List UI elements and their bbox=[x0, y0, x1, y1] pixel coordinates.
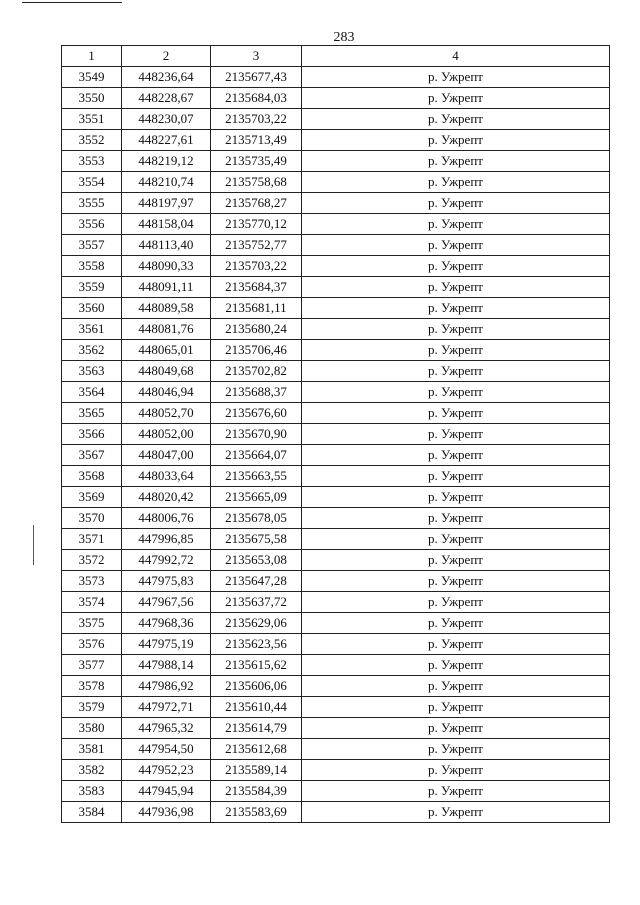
table-row bbox=[62, 676, 610, 697]
cell-object-name: р. Ужрепт bbox=[302, 571, 610, 592]
cell-y-coordinate: 2135768,27 bbox=[211, 193, 302, 214]
cell-x-coordinate: 448228,67 bbox=[122, 88, 211, 109]
page-number: 283 bbox=[333, 30, 355, 45]
cell-y-coordinate: 2135752,77 bbox=[211, 235, 302, 256]
cell-x-coordinate: 448081,76 bbox=[122, 319, 211, 340]
cell-x-coordinate: 447975,83 bbox=[122, 571, 211, 592]
cell-y-coordinate: 2135703,22 bbox=[211, 256, 302, 277]
table-row bbox=[62, 571, 610, 592]
cell-x-coordinate: 447992,72 bbox=[122, 550, 211, 571]
table-row bbox=[62, 193, 610, 214]
cell-object-name: р. Ужрепт bbox=[302, 130, 610, 151]
table-row bbox=[62, 298, 610, 319]
cell-object-name: р. Ужрепт bbox=[302, 256, 610, 277]
cell-y-coordinate: 2135670,90 bbox=[211, 424, 302, 445]
table-row bbox=[62, 214, 610, 235]
cell-object-name: р. Ужрепт bbox=[302, 655, 610, 676]
cell-point-number: 3562 bbox=[62, 340, 122, 361]
table-row bbox=[62, 466, 610, 487]
cell-x-coordinate: 448052,70 bbox=[122, 403, 211, 424]
cell-y-coordinate: 2135637,72 bbox=[211, 592, 302, 613]
cell-point-number: 3568 bbox=[62, 466, 122, 487]
cell-x-coordinate: 447952,23 bbox=[122, 760, 211, 781]
cell-x-coordinate: 448236,64 bbox=[122, 67, 211, 88]
cell-y-coordinate: 2135653,08 bbox=[211, 550, 302, 571]
table-row bbox=[62, 361, 610, 382]
table-row bbox=[62, 151, 610, 172]
margin-mark bbox=[33, 525, 34, 565]
cell-object-name: р. Ужрепт bbox=[302, 88, 610, 109]
cell-point-number: 3582 bbox=[62, 760, 122, 781]
cell-y-coordinate: 2135629,06 bbox=[211, 613, 302, 634]
cell-y-coordinate: 2135665,09 bbox=[211, 487, 302, 508]
cell-x-coordinate: 447968,36 bbox=[122, 613, 211, 634]
cell-point-number: 3549 bbox=[62, 67, 122, 88]
table-row bbox=[62, 172, 610, 193]
table-row bbox=[62, 487, 610, 508]
cell-point-number: 3558 bbox=[62, 256, 122, 277]
cell-point-number: 3557 bbox=[62, 235, 122, 256]
table-row bbox=[62, 109, 610, 130]
table-row bbox=[62, 760, 610, 781]
cell-y-coordinate: 2135713,49 bbox=[211, 130, 302, 151]
table-row bbox=[62, 718, 610, 739]
cell-y-coordinate: 2135684,37 bbox=[211, 277, 302, 298]
cell-object-name: р. Ужрепт bbox=[302, 697, 610, 718]
cell-point-number: 3567 bbox=[62, 445, 122, 466]
cell-x-coordinate: 448052,00 bbox=[122, 424, 211, 445]
header-row bbox=[62, 46, 610, 67]
cell-point-number: 3571 bbox=[62, 529, 122, 550]
cell-x-coordinate: 448230,07 bbox=[122, 109, 211, 130]
table-row bbox=[62, 256, 610, 277]
table-body bbox=[62, 67, 610, 823]
cell-point-number: 3552 bbox=[62, 130, 122, 151]
cell-point-number: 3584 bbox=[62, 802, 122, 823]
cell-point-number: 3576 bbox=[62, 634, 122, 655]
cell-x-coordinate: 447972,71 bbox=[122, 697, 211, 718]
table-row bbox=[62, 529, 610, 550]
cell-object-name: р. Ужрепт bbox=[302, 424, 610, 445]
cell-y-coordinate: 2135706,46 bbox=[211, 340, 302, 361]
cell-x-coordinate: 447945,94 bbox=[122, 781, 211, 802]
table-row bbox=[62, 508, 610, 529]
cell-y-coordinate: 2135664,07 bbox=[211, 445, 302, 466]
cell-x-coordinate: 447965,32 bbox=[122, 718, 211, 739]
header-object-name: 4 bbox=[302, 46, 610, 67]
cell-x-coordinate: 448210,74 bbox=[122, 172, 211, 193]
cell-y-coordinate: 2135584,39 bbox=[211, 781, 302, 802]
cell-point-number: 3559 bbox=[62, 277, 122, 298]
table-row bbox=[62, 634, 610, 655]
cell-point-number: 3566 bbox=[62, 424, 122, 445]
cell-point-number: 3581 bbox=[62, 739, 122, 760]
cell-y-coordinate: 2135675,58 bbox=[211, 529, 302, 550]
cell-x-coordinate: 448158,04 bbox=[122, 214, 211, 235]
cell-y-coordinate: 2135606,06 bbox=[211, 676, 302, 697]
cell-y-coordinate: 2135684,03 bbox=[211, 88, 302, 109]
top-rule bbox=[22, 2, 122, 3]
cell-y-coordinate: 2135614,79 bbox=[211, 718, 302, 739]
cell-object-name: р. Ужрепт bbox=[302, 193, 610, 214]
table-row bbox=[62, 235, 610, 256]
cell-object-name: р. Ужрепт bbox=[302, 361, 610, 382]
cell-y-coordinate: 2135663,55 bbox=[211, 466, 302, 487]
cell-object-name: р. Ужрепт bbox=[302, 466, 610, 487]
cell-point-number: 3573 bbox=[62, 571, 122, 592]
table-row bbox=[62, 67, 610, 88]
table-row bbox=[62, 613, 610, 634]
cell-object-name: р. Ужрепт bbox=[302, 172, 610, 193]
cell-object-name: р. Ужрепт bbox=[302, 214, 610, 235]
cell-y-coordinate: 2135688,37 bbox=[211, 382, 302, 403]
table-row bbox=[62, 802, 610, 823]
cell-y-coordinate: 2135680,24 bbox=[211, 319, 302, 340]
cell-object-name: р. Ужрепт bbox=[302, 235, 610, 256]
cell-object-name: р. Ужрепт bbox=[302, 760, 610, 781]
cell-x-coordinate: 448049,68 bbox=[122, 361, 211, 382]
cell-y-coordinate: 2135610,44 bbox=[211, 697, 302, 718]
cell-point-number: 3555 bbox=[62, 193, 122, 214]
cell-y-coordinate: 2135677,43 bbox=[211, 67, 302, 88]
cell-point-number: 3553 bbox=[62, 151, 122, 172]
cell-point-number: 3556 bbox=[62, 214, 122, 235]
table-row bbox=[62, 697, 610, 718]
cell-object-name: р. Ужрепт bbox=[302, 718, 610, 739]
cell-point-number: 3565 bbox=[62, 403, 122, 424]
table-row bbox=[62, 655, 610, 676]
cell-x-coordinate: 447967,56 bbox=[122, 592, 211, 613]
cell-y-coordinate: 2135676,60 bbox=[211, 403, 302, 424]
cell-point-number: 3569 bbox=[62, 487, 122, 508]
cell-x-coordinate: 448197,97 bbox=[122, 193, 211, 214]
cell-object-name: р. Ужрепт bbox=[302, 550, 610, 571]
table-row bbox=[62, 382, 610, 403]
cell-y-coordinate: 2135681,11 bbox=[211, 298, 302, 319]
table-row bbox=[62, 277, 610, 298]
cell-object-name: р. Ужрепт bbox=[302, 319, 610, 340]
cell-y-coordinate: 2135758,68 bbox=[211, 172, 302, 193]
table-row bbox=[62, 739, 610, 760]
header-point-number: 1 bbox=[62, 46, 122, 67]
table-row bbox=[62, 424, 610, 445]
cell-x-coordinate: 447975,19 bbox=[122, 634, 211, 655]
cell-x-coordinate: 447988,14 bbox=[122, 655, 211, 676]
cell-x-coordinate: 448006,76 bbox=[122, 508, 211, 529]
table-row bbox=[62, 130, 610, 151]
cell-object-name: р. Ужрепт bbox=[302, 109, 610, 130]
cell-point-number: 3570 bbox=[62, 508, 122, 529]
table-row bbox=[62, 445, 610, 466]
table-row bbox=[62, 319, 610, 340]
cell-y-coordinate: 2135589,14 bbox=[211, 760, 302, 781]
cell-object-name: р. Ужрепт bbox=[302, 508, 610, 529]
cell-object-name: р. Ужрепт bbox=[302, 529, 610, 550]
cell-x-coordinate: 448020,42 bbox=[122, 487, 211, 508]
cell-object-name: р. Ужрепт bbox=[302, 382, 610, 403]
cell-x-coordinate: 448113,40 bbox=[122, 235, 211, 256]
cell-y-coordinate: 2135612,68 bbox=[211, 739, 302, 760]
cell-y-coordinate: 2135735,49 bbox=[211, 151, 302, 172]
cell-point-number: 3574 bbox=[62, 592, 122, 613]
cell-y-coordinate: 2135702,82 bbox=[211, 361, 302, 382]
cell-x-coordinate: 448065,01 bbox=[122, 340, 211, 361]
cell-x-coordinate: 448033,64 bbox=[122, 466, 211, 487]
cell-object-name: р. Ужрепт bbox=[302, 151, 610, 172]
cell-x-coordinate: 448090,33 bbox=[122, 256, 211, 277]
table-row bbox=[62, 550, 610, 571]
cell-object-name: р. Ужрепт bbox=[302, 739, 610, 760]
cell-x-coordinate: 448047,00 bbox=[122, 445, 211, 466]
cell-y-coordinate: 2135703,22 bbox=[211, 109, 302, 130]
cell-y-coordinate: 2135770,12 bbox=[211, 214, 302, 235]
cell-object-name: р. Ужрепт bbox=[302, 277, 610, 298]
cell-object-name: р. Ужрепт bbox=[302, 613, 610, 634]
cell-object-name: р. Ужрепт bbox=[302, 298, 610, 319]
cell-point-number: 3583 bbox=[62, 781, 122, 802]
cell-point-number: 3577 bbox=[62, 655, 122, 676]
cell-point-number: 3551 bbox=[62, 109, 122, 130]
table-row bbox=[62, 592, 610, 613]
cell-object-name: р. Ужрепт bbox=[302, 634, 610, 655]
cell-object-name: р. Ужрепт bbox=[302, 403, 610, 424]
cell-x-coordinate: 448091,11 bbox=[122, 277, 211, 298]
cell-point-number: 3572 bbox=[62, 550, 122, 571]
cell-point-number: 3561 bbox=[62, 319, 122, 340]
table-row bbox=[62, 340, 610, 361]
cell-y-coordinate: 2135678,05 bbox=[211, 508, 302, 529]
cell-x-coordinate: 447954,50 bbox=[122, 739, 211, 760]
cell-x-coordinate: 447986,92 bbox=[122, 676, 211, 697]
cell-point-number: 3578 bbox=[62, 676, 122, 697]
cell-y-coordinate: 2135615,62 bbox=[211, 655, 302, 676]
cell-object-name: р. Ужрепт bbox=[302, 676, 610, 697]
cell-point-number: 3554 bbox=[62, 172, 122, 193]
cell-x-coordinate: 448227,61 bbox=[122, 130, 211, 151]
cell-object-name: р. Ужрепт bbox=[302, 445, 610, 466]
cell-x-coordinate: 448089,58 bbox=[122, 298, 211, 319]
cell-x-coordinate: 447996,85 bbox=[122, 529, 211, 550]
cell-object-name: р. Ужрепт bbox=[302, 592, 610, 613]
header-y-coordinate: 3 bbox=[211, 46, 302, 67]
table-row bbox=[62, 781, 610, 802]
cell-point-number: 3563 bbox=[62, 361, 122, 382]
table-row bbox=[62, 88, 610, 109]
cell-object-name: р. Ужрепт bbox=[302, 67, 610, 88]
cell-object-name: р. Ужрепт bbox=[302, 340, 610, 361]
cell-point-number: 3550 bbox=[62, 88, 122, 109]
cell-y-coordinate: 2135623,56 bbox=[211, 634, 302, 655]
cell-point-number: 3575 bbox=[62, 613, 122, 634]
cell-object-name: р. Ужрепт bbox=[302, 487, 610, 508]
cell-object-name: р. Ужрепт bbox=[302, 781, 610, 802]
header-x-coordinate: 2 bbox=[122, 46, 211, 67]
cell-point-number: 3580 bbox=[62, 718, 122, 739]
table-row bbox=[62, 403, 610, 424]
cell-x-coordinate: 447936,98 bbox=[122, 802, 211, 823]
cell-x-coordinate: 448046,94 bbox=[122, 382, 211, 403]
cell-point-number: 3560 bbox=[62, 298, 122, 319]
cell-y-coordinate: 2135647,28 bbox=[211, 571, 302, 592]
cell-y-coordinate: 2135583,69 bbox=[211, 802, 302, 823]
coordinates-table bbox=[61, 45, 610, 823]
cell-x-coordinate: 448219,12 bbox=[122, 151, 211, 172]
cell-point-number: 3579 bbox=[62, 697, 122, 718]
cell-point-number: 3564 bbox=[62, 382, 122, 403]
cell-object-name: р. Ужрепт bbox=[302, 802, 610, 823]
